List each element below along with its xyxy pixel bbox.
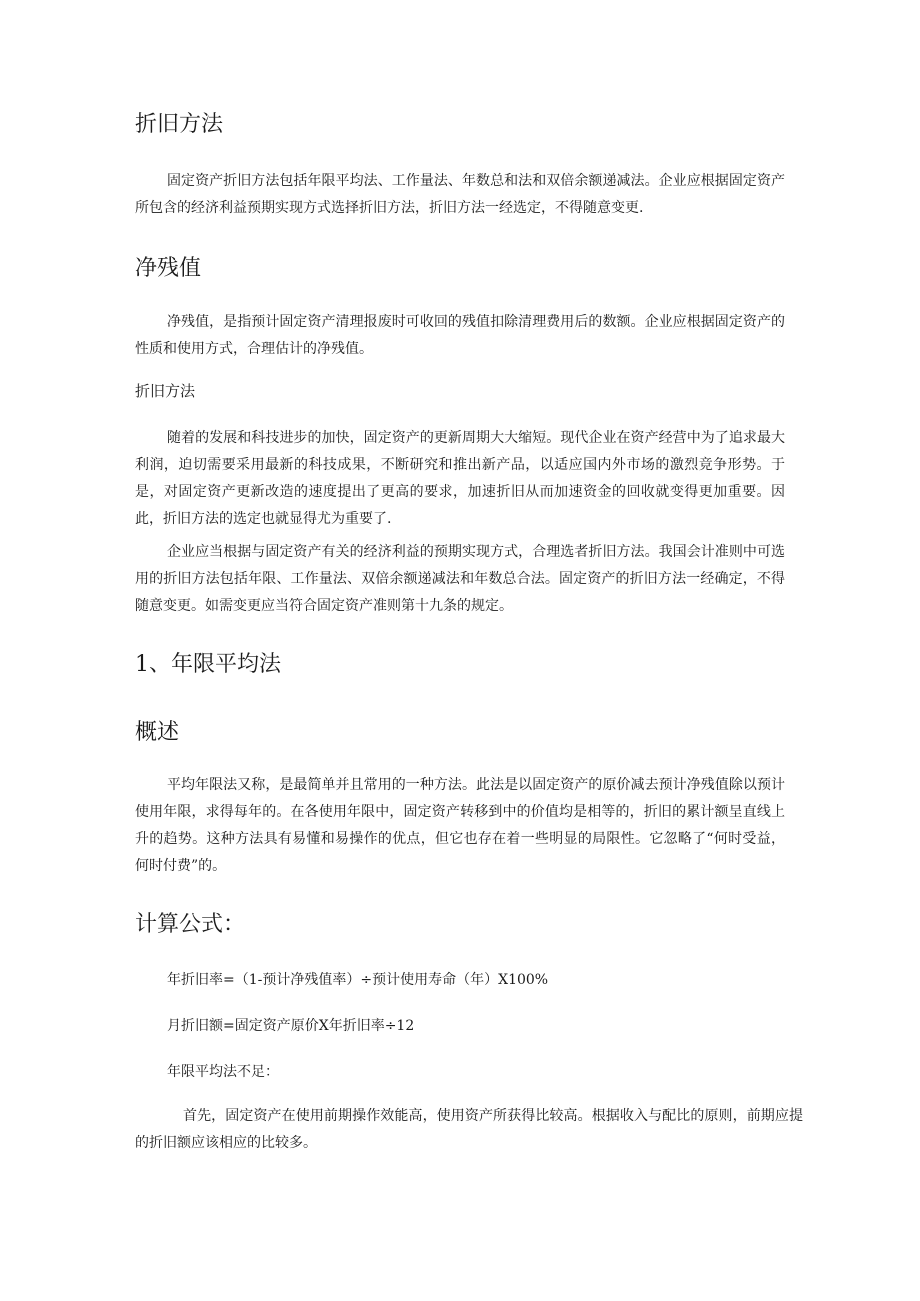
paragraph-depreciation-method: 固定资产折旧方法包括年限平均法、工作量法、年数总和法和双倍余额递减法。企业应根据固定资产所包含的经济利益预期实现方式选择折旧方法，折旧方法一经选定，不得随意变更.: [135, 173, 785, 216]
formula-monthly-amount: 月折旧额=固定资产原价X年折旧率÷12: [167, 1018, 415, 1034]
paragraph-shortcoming: 首先，固定资产在使用前期操作效能高，使用资产所获得比较高。根据收入与配比的原则，前期应提的折旧额应该相应的比较多。: [135, 1108, 803, 1151]
section-heading-formula: 计算公式：: [135, 912, 246, 937]
shortcoming-label: 年限平均法不足：: [167, 1064, 279, 1080]
section-heading-straight-line: 1、年限平均法: [135, 652, 281, 677]
subheading-depreciation-method: 折旧方法: [135, 382, 196, 400]
paragraph-tech-progress: 随着的发展和科技进步的加快，固定资产的更新周期大大缩短。现代企业在资产经营中为了追求最大利润，迫切需要采用最新的科技成果，不断研究和推出新产品，以适应国内外市场的激烈竞争形势。于是，对固定资产更新改造的速度提出了更高的要求，加速折旧从而加速资金的回收就变得更加重要。因此，折旧方法的选定也就显得尤为重要了.: [135, 430, 785, 527]
formula-annual-rate: 年折旧率=（1-预计净残值率）÷预计使用寿命（年）X100%: [167, 972, 549, 988]
paragraph-choose-method: 企业应当根据与固定资产有关的经济利益的预期实现方式，合理选者折旧方法。我国会计准则中可选用的折旧方法包括年限、工作量法、双倍余额递减法和年数总合法。固定资产的折旧方法一经确定，不得随意变更。如需变更应当符合固定资产准则第十九条的规定。: [135, 544, 785, 614]
section-heading-net-residual-value: 净残值: [135, 256, 202, 281]
paragraph-net-residual-value: 净残值，是指预计固定资产清理报废时可收回的残值扣除清理费用后的数额。企业应根据固定资产的性质和使用方式，合理估计的净残值。: [135, 314, 785, 357]
section-heading-overview: 概述: [135, 720, 180, 745]
paragraph-overview: 平均年限法又称，是最简单并且常用的一种方法。此法是以固定资产的原价减去预计净残值除以预计使用年限，求得每年的。在各使用年限中，固定资产转移到中的价值均是相等的，折旧的累计额呈直线上升的趋势。这种方法具有易懂和易操作的优点，但它也存在着一些明显的局限性。它忽略了“何时受益，何时付费”的。: [135, 777, 785, 874]
section-heading-depreciation-method: 折旧方法: [135, 112, 224, 137]
